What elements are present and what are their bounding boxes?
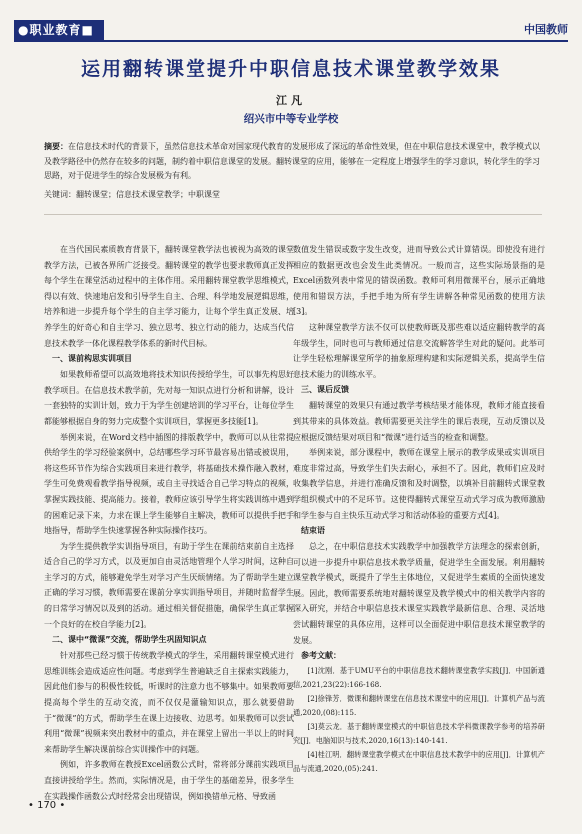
abstract-text: 在信息技术时代的背景下，虽然信息技术革命对国家现代教育的发展形成了深远的革命性效果，但在中职信息技术课堂中，教学模式以及教学路径中仍然存在较多的问题，制约着中职信息课堂的发展。翻转课堂的应用，能够在一定程度上增强学生的学习意识，转化学生的学习思路，对于促进学生的综合发展极为有利。 (44, 142, 540, 180)
reference-item: [2]徐锋芳．微课和翻转课堂在信息技术课堂中的应用[J]．计算机产品与流通,2020,(08):115. (293, 694, 545, 718)
paragraph: 这种课堂教学方法不仅可以使教师既及那些难以适应翻转教学的高年级学生，同时也可与教师通过信息交流解答学生对此的疑问。此举可让学生轻松理解课堂所学的抽象原理构建和实际逻辑关系，提高学生信息技术能力的训练水平。 (293, 322, 545, 379)
paragraph: 例如，许多教师在教授Excel函数公式时，常将部分课前实践项目直接讲授给学生。然而，实际情况是，由于学生的基础差异，很多学生在实践操作函数公式时经常会出现错误，例如换错单元格、导致函 (44, 760, 294, 801)
section-heading: 二、课中“微课”交流，帮助学生巩固知识点 (52, 635, 207, 645)
author-affiliation: 绍兴市中等专业学校 (243, 113, 339, 125)
reference-item: [1]沈刚．基于UMU平台的中职信息技术翻转课堂教学实践[J]．中国新通信,2021,23(22):166-168. (293, 666, 545, 690)
paragraph: 举例来说，部分课程中，教师在课堂上展示的教学成果或实训项目难度非常过高，导致学生们失去耐心，承担不了。因此，教师们应及时收集教学信息，并进行准确反馈和及时调整，以填补目前翻转式课堂教学组织模式中的不足环节。这使得翻转式课堂互动式学习成为教师激励和学生参与自主快乐互动式学习和活动体验的重要方式[4]。 (293, 448, 545, 520)
paragraph: 如果教师希望可以高效地将技术知识传授给学生，可以事先构思好教学项目。在信息技术教学前，先对每一知识点进行分析和讲解，设计一套独特的实训计划，致力于为学生创建培训的学习平台，让每位学生都能够根据自身的努力完成整个实训项目，掌握更多技能[1]。 (44, 370, 294, 426)
keywords (44, 188, 542, 201)
references-heading: 参考文献： (301, 651, 341, 661)
reference-item: [4]桂江明．翻转课堂教学模式在中职信息技术教学中的应用[J]．计算机产品与流通,2020,(05):241. (293, 750, 545, 774)
journal-name: 中国教师 (524, 23, 568, 36)
paragraph: 针对那些已经习惯于传统教学模式的学生，采用翻转课堂模式进行思维训练会造成适应性问题。考虑到学生普遍缺乏自主探索实践能力，因此他们参与的积极性较低，听课时的注意力也不够集中。如果教师要提高每个学生的互动交流，而不仅仅是灌输知识点，那么就要借助于“微课”的方式，帮助学生在课上边接收、边思考。如果教师可以尝试利用“微课”视频来突出教材中的重点，并在课堂上留出一半以上的时间来帮助学生解决课前综合实训操作中的问题。 (44, 651, 294, 754)
body-column-left (44, 242, 294, 804)
body-column-right (293, 242, 545, 776)
section-heading: 三、课后反馈 (301, 385, 349, 395)
keywords-text: 翻转课堂；信息技术课堂教学；中职课堂 (76, 190, 220, 199)
paragraph: 翻转课堂的效果只有通过教学考核结果才能体现，教师才能直接看到其带来的具体效益。教师需要更关注学生的课后表现，互动反馈以及应根据反馈结果对项目和“微课”进行适当的检查和调整。 (293, 401, 545, 442)
author-name: 江凡 (276, 94, 306, 107)
header-rule (14, 40, 568, 42)
paragraph: 数值发生错误或数字发生改变，进而导致公式计算错误。即使没有进行相应的数据更改也会发生此类情况。一般而言，这些实际场景指的是Excel函数列表中常见的错误函数。教师可利用微课平台，展示正确地使用和错误方法，手把手地为所有学生讲解各种常见函数的使用方法[3]。 (293, 245, 545, 317)
page-number: • 170 • (28, 800, 66, 811)
running-header (14, 20, 568, 42)
section-heading: 结束语 (301, 526, 325, 536)
article-title: 运用翻转课堂提升中职信息技术课堂教学效果 (80, 58, 501, 80)
paragraph: 举例来说，在Word文档中插图的排版教学中，教师可以从往常提供给学生的学习经验案例中，总结哪些学习环节最容易出错或被误用，将这些环节作为综合实践项目来进行教学，将基础技术操作融入教材，学生可免费观看教学指导视频，或自主寻找适合自己学习特点的视频，掌握实践技能、提高能力。接着，教师应该引导学生将实践训练中遇到的困难记录下来，力求在课上学生能够自主解决，教师可以提供手把手地指导，帮助学生快速掌握各种实际操作技巧。 (44, 432, 294, 536)
paragraph: 在当代国民素质教育背景下，翻转课堂教学法也被视为高效的课堂教学方法，已被各界所广泛接受。翻转课堂的教学也要求教师真正发挥每个学生在课堂活动过程中的主体作用。采用翻转课堂教学思维模式，得以有效、快速地启发和引导学生自主、合理、科学地发展逻辑思维，培养和进一步提升每个学生的自主学习能力，让每个学生真正发展、培养学生的好奇心和自主学习、独立思考、独立行动的能力，达成当代信息技术教学一体化课程教学体系的新时代目标。 (44, 245, 294, 348)
abstract-divider (44, 214, 542, 215)
abstract (44, 139, 542, 184)
paragraph: 为学生提供教学实训指导项目，有助于学生在课前结束前自主选择适合自己的学习方式，以及更加自由灵活地管理个人学习时间，这种自主学习的方式，能够避免学生对学习产生厌烦情绪。为了帮助学生建立正确的学习习惯，教师需要在课前分享实训指导项目，并随时监督学生的日常学习情况以及到的活动。通过相关督促措施，确保学生真正掌握一个良好的在校自学能力[2]。 (44, 541, 294, 629)
abstract-label: 摘要： (44, 141, 68, 151)
journal-section-tab: ●职业教育■ (14, 20, 104, 40)
paragraph: 总之，在中职信息技术实践教学中加强教学方法理念的探索创新，可以进一步提升中职信息技术教学质量，促进学生全面发展。利用翻转课堂教学模式，既提升了学生主体地位，又促进学生素质的全面快速发展。因此，教师需要系统地对翻转课堂及教学模式中的相关教学内容的深入研究，并结合中职信息技术课堂实践教学最新信息、合理、灵活地尝试翻转课堂的具体应用，这样可以全面促进中职信息技术课堂教学的发展。 (293, 542, 545, 645)
reference-item: [3]莫云龙．基于翻转课堂模式的中职信息技术学科微课教学参考的培养研究[J]．电脑知识与技术,2020,16(13):140-141. (293, 722, 545, 746)
section-heading: 一、课前构思实训项目 (52, 354, 132, 364)
keywords-label: 关键词： (44, 190, 76, 199)
